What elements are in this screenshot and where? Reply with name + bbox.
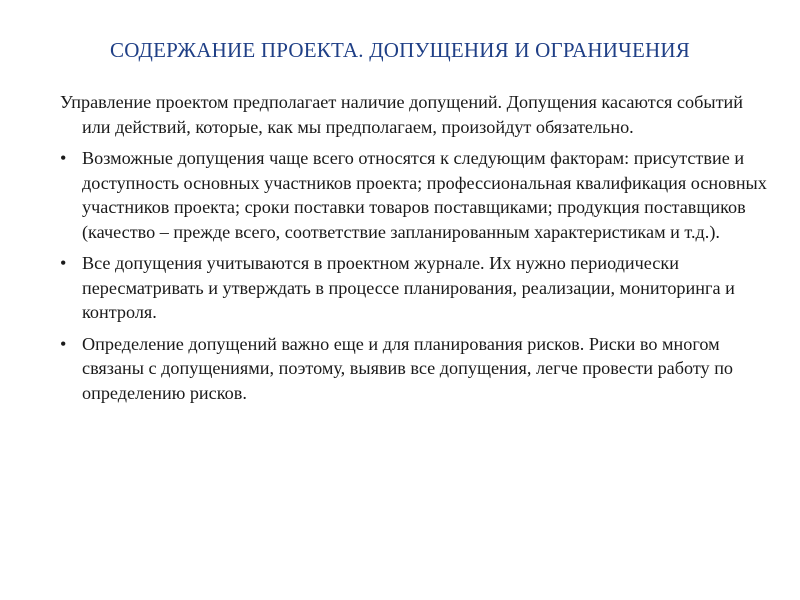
slide-body	[60, 90, 770, 412]
intro-paragraph: Управление проектом предполагает наличие допущений. Допущения касаются событий или действий, которые, как мы предполагаем, произойдут обязательно.	[60, 92, 743, 137]
slide-title: СОДЕРЖАНИЕ ПРОЕКТА. ДОПУЩЕНИЯ И ОГРАНИЧЕНИЯ	[110, 38, 690, 62]
bullet-item-factors	[60, 146, 770, 244]
bullet-item-journal	[60, 251, 770, 325]
bullet-item-risks	[60, 332, 770, 406]
bullet-icon: •	[60, 148, 67, 168]
bullet-text-risks: Определение допущений важно еще и для планирования рисков. Риски во многом связаны с допущениями, поэтому, выявив все допущения, легче провести работу по определению рисков.	[82, 333, 734, 403]
bullet-icon: •	[60, 253, 67, 273]
bullet-text-journal: Все допущения учитываются в проектном журнале. Их нужно периодически пересматривать и утверждать в процессе планирования, реализации, мониторинга и контроля.	[82, 253, 735, 322]
bullet-text-factors: Возможные допущения чаще всего относятся к следующим факторам: присутствие и доступность основных участников проекта; профессиональная квалификация основных участников проекта; сроки поставки товаров поставщиками; продукция поставщиков (качество – прежде всего, соответствие запланированным характеристикам и т.д.).	[82, 148, 767, 242]
bullet-icon: •	[60, 333, 67, 354]
